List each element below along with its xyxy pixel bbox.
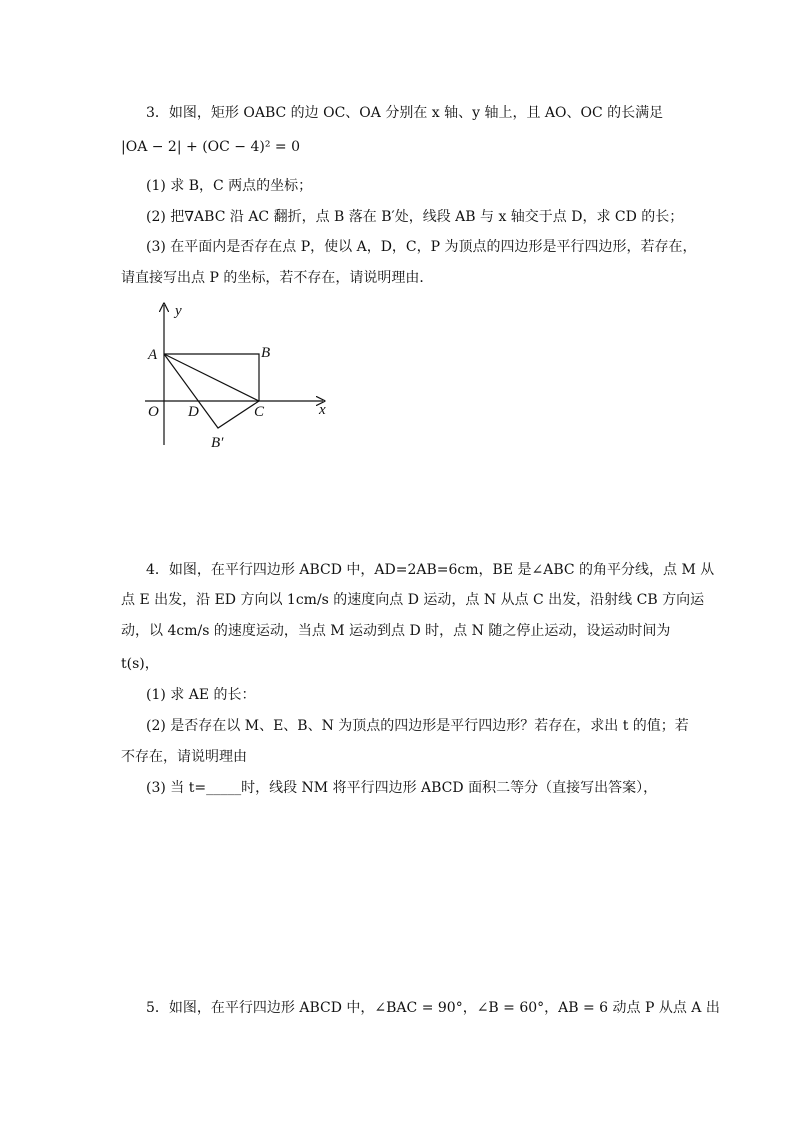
label-b: B xyxy=(261,345,271,361)
label-d: D xyxy=(188,404,199,420)
label-c: C xyxy=(254,404,265,420)
diagonal-ac xyxy=(164,354,259,401)
problem-5-line-1: 5．如图，在平行四边形 ABCD 中，∠BAC = 90°，∠B = 60°，AB = 6 动点 P 从点 A 出 xyxy=(146,1000,720,1016)
label-x: x xyxy=(319,402,326,418)
problem-4-line-1: 4．如图，在平行四边形 ABCD 中，AD=2AB=6cm，BE 是∠ABC 的角平分线，点 M 从 xyxy=(146,562,715,578)
problem-4-question-1: (1) 求 AE 的长： xyxy=(146,687,256,703)
label-o: O xyxy=(148,404,159,420)
label-y: y xyxy=(175,303,182,319)
problem-4-line-2: 点 E 出发，沿 ED 方向以 1cm/s 的速度向点 D 运动，点 N 从点 C 出发，沿射线 CB 方向运 xyxy=(121,592,705,608)
problem-3-question-1: (1) 求 B，C 两点的坐标； xyxy=(146,178,313,194)
label-a: A xyxy=(148,347,158,363)
problem-3-stem-line-1: 3．如图，矩形 OABC 的边 OC、OA 分别在 x 轴、y 轴上，且 AO、OC 的长满足 xyxy=(146,105,664,121)
problem-3-question-3-line-2: 请直接写出点 P 的坐标，若不存在，请说明理由． xyxy=(121,270,434,286)
problem-3-question-2: (2) 把∇ABC 沿 AC 翻折，点 B 落在 B′处，线段 AB 与 x 轴交于点 D，求 CD 的长； xyxy=(146,209,684,225)
problem-4-line-4: t(s)， xyxy=(121,656,159,672)
problem-3-figure xyxy=(140,300,340,460)
problem-3-stem-equation: |OA − 2| + (OC − 4)² = 0 xyxy=(121,139,300,155)
problem-4-line-3: 动，以 4cm/s 的速度运动，当点 M 运动到点 D 时，点 N 随之停止运动，设运动时间为 xyxy=(121,623,671,639)
coordinate-diagram xyxy=(140,300,340,460)
label-b-prime: B′ xyxy=(211,435,224,451)
problem-3-question-3-line-1: (3) 在平面内是否存在点 P，使以 A，D，C，P 为顶点的四边形是平行四边形，若存在， xyxy=(146,239,697,255)
folded-edges-ab-prime xyxy=(164,354,259,428)
problem-4-question-2-line-2: 不存在，请说明理由 xyxy=(121,749,247,765)
problem-4-question-3: (3) 当 t=_____时，线段 NM 将平行四边形 ABCD 面积二等分（直接写出答案）， xyxy=(146,780,658,796)
problem-4-question-2-line-1: (2) 是否存在以 M、E、B、N 为顶点的四边形是平行四边形？若存在，求出 t 的值；若 xyxy=(146,718,689,734)
